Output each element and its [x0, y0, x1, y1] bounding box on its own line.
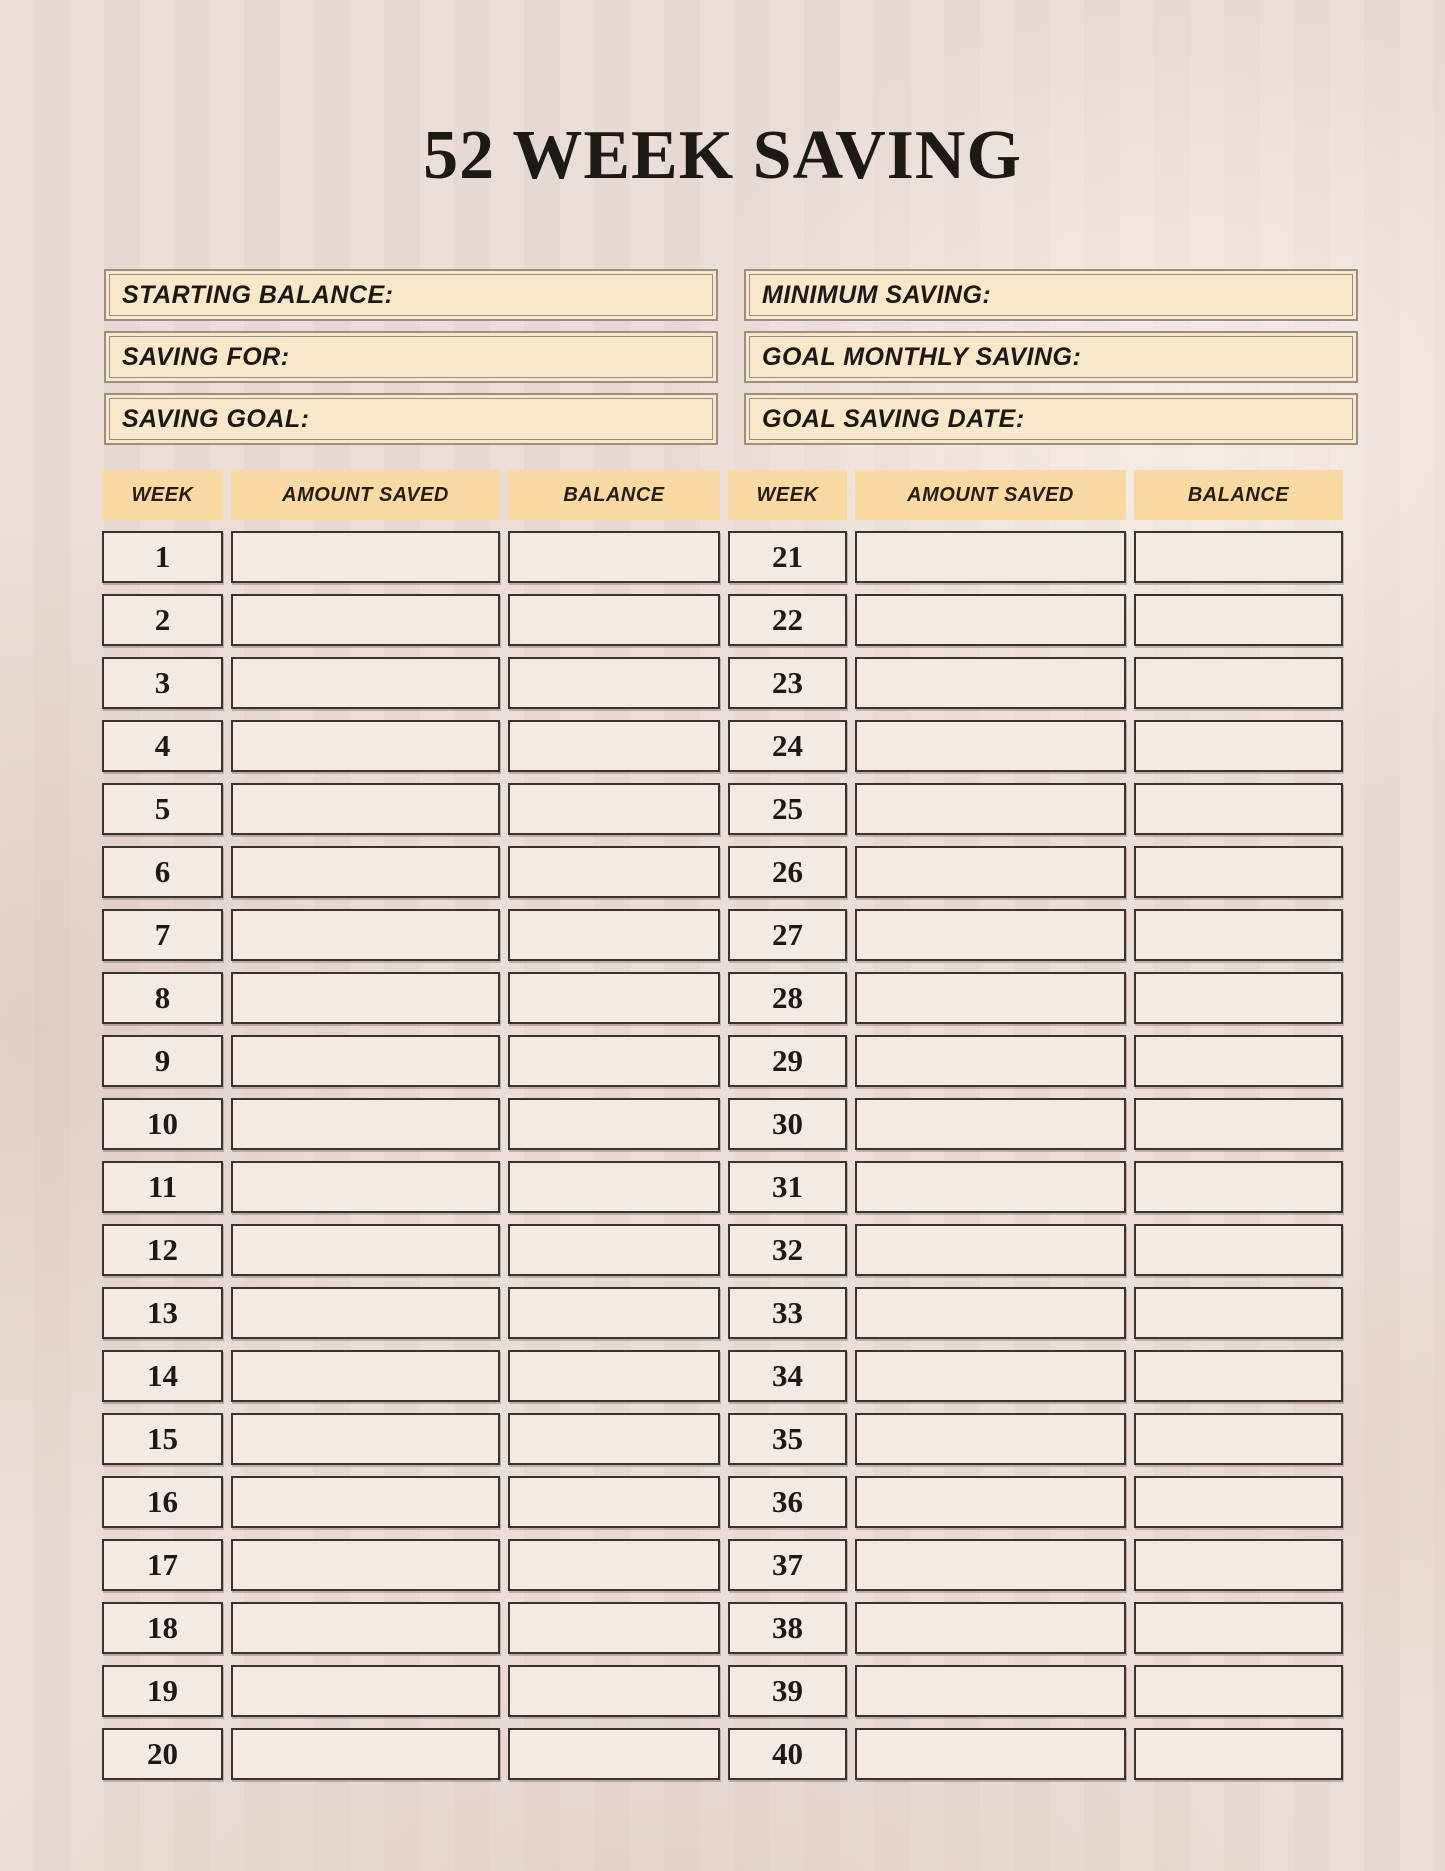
balance-cell[interactable]: [1134, 1602, 1343, 1654]
week-cell: 29: [728, 1035, 847, 1087]
balance-cell[interactable]: [1134, 1098, 1343, 1150]
amount-saved-cell[interactable]: [855, 1287, 1126, 1339]
amount-saved-cell[interactable]: [855, 1413, 1126, 1465]
balance-cell[interactable]: [508, 1539, 720, 1591]
amount-saved-cell[interactable]: [231, 1602, 500, 1654]
balance-cell[interactable]: [1134, 1413, 1343, 1465]
amount-saved-cell[interactable]: [231, 1098, 500, 1150]
amount-saved-cell[interactable]: [231, 1224, 500, 1276]
balance-cell[interactable]: [1134, 1665, 1343, 1717]
week-cell: 37: [728, 1539, 847, 1591]
week-cell: 5: [102, 783, 223, 835]
header-amount-saved: AMOUNT SAVED: [855, 470, 1126, 520]
amount-saved-cell[interactable]: [231, 1413, 500, 1465]
balance-cell[interactable]: [508, 720, 720, 772]
week-cell: 34: [728, 1350, 847, 1402]
amount-saved-cell[interactable]: [231, 846, 500, 898]
balance-cell[interactable]: [508, 1476, 720, 1528]
field-saving-for-label: SAVING FOR:: [122, 342, 290, 371]
field-goal-saving-date-label: GOAL SAVING DATE:: [762, 404, 1025, 433]
header-amount-saved: AMOUNT SAVED: [231, 470, 500, 520]
balance-cell[interactable]: [1134, 1728, 1343, 1780]
amount-saved-cell[interactable]: [855, 909, 1126, 961]
amount-saved-cell[interactable]: [231, 1665, 500, 1717]
week-cell: 12: [102, 1224, 223, 1276]
balance-cell[interactable]: [1134, 909, 1343, 961]
balance-cell[interactable]: [1134, 1287, 1343, 1339]
balance-cell[interactable]: [508, 657, 720, 709]
field-saving-for-value[interactable]: [290, 333, 716, 381]
balance-cell[interactable]: [508, 909, 720, 961]
week-cell: 33: [728, 1287, 847, 1339]
field-saving-for[interactable]: [104, 331, 718, 383]
week-cell: 40: [728, 1728, 847, 1780]
balance-cell[interactable]: [508, 1602, 720, 1654]
balance-cell[interactable]: [1134, 783, 1343, 835]
amount-saved-cell[interactable]: [855, 1665, 1126, 1717]
field-starting-balance-label: STARTING BALANCE:: [122, 280, 394, 309]
week-cell: 11: [102, 1161, 223, 1213]
balance-cell[interactable]: [508, 783, 720, 835]
field-minimum-saving[interactable]: [744, 269, 1358, 321]
amount-saved-cell[interactable]: [231, 594, 500, 646]
header-week: WEEK: [102, 470, 223, 520]
amount-saved-cell[interactable]: [855, 1098, 1126, 1150]
balance-cell[interactable]: [1134, 1350, 1343, 1402]
amount-saved-cell[interactable]: [855, 720, 1126, 772]
amount-saved-cell[interactable]: [231, 1728, 500, 1780]
field-goal-saving-date-value[interactable]: [1025, 395, 1356, 443]
week-cell: 21: [728, 531, 847, 583]
field-goal-monthly-saving-label: GOAL MONTHLY SAVING:: [762, 342, 1082, 371]
week-cell: 25: [728, 783, 847, 835]
info-form-left: [104, 269, 718, 455]
week-cell: 30: [728, 1098, 847, 1150]
field-goal-saving-date[interactable]: [744, 393, 1358, 445]
week-cell: 22: [728, 594, 847, 646]
week-cell: 15: [102, 1413, 223, 1465]
week-cell: 26: [728, 846, 847, 898]
field-goal-monthly-saving-value[interactable]: [1081, 333, 1356, 381]
balance-cell[interactable]: [508, 972, 720, 1024]
amount-saved-cell[interactable]: [231, 783, 500, 835]
week-cell: 24: [728, 720, 847, 772]
week-cell: 31: [728, 1161, 847, 1213]
week-cell: 20: [102, 1728, 223, 1780]
week-cell: 39: [728, 1665, 847, 1717]
amount-saved-cell[interactable]: [231, 972, 500, 1024]
balance-cell[interactable]: [1134, 531, 1343, 583]
balance-cell[interactable]: [1134, 594, 1343, 646]
amount-saved-cell[interactable]: [855, 1224, 1126, 1276]
page-title: 52 WEEK SAVING: [423, 117, 1022, 194]
amount-saved-cell[interactable]: [855, 1350, 1126, 1402]
amount-saved-cell[interactable]: [855, 657, 1126, 709]
week-cell: 4: [102, 720, 223, 772]
week-cell: 16: [102, 1476, 223, 1528]
amount-saved-cell[interactable]: [231, 1287, 500, 1339]
field-starting-balance-value[interactable]: [393, 271, 716, 319]
week-cell: 1: [102, 531, 223, 583]
field-minimum-saving-value[interactable]: [991, 271, 1356, 319]
amount-saved-cell[interactable]: [231, 531, 500, 583]
balance-cell[interactable]: [1134, 1224, 1343, 1276]
header-week: WEEK: [728, 470, 847, 520]
field-saving-goal[interactable]: [104, 393, 718, 445]
week-cell: 14: [102, 1350, 223, 1402]
balance-cell[interactable]: [1134, 657, 1343, 709]
info-form-right: [744, 269, 1358, 455]
field-minimum-saving-label: MINIMUM SAVING:: [762, 280, 992, 309]
amount-saved-cell[interactable]: [855, 1161, 1126, 1213]
week-cell: 23: [728, 657, 847, 709]
balance-cell[interactable]: [508, 846, 720, 898]
balance-cell[interactable]: [508, 1728, 720, 1780]
balance-cell[interactable]: [508, 1224, 720, 1276]
balance-cell[interactable]: [1134, 1476, 1343, 1528]
header-balance: BALANCE: [508, 470, 720, 520]
balance-cell[interactable]: [508, 594, 720, 646]
amount-saved-cell[interactable]: [855, 531, 1126, 583]
amount-saved-cell[interactable]: [231, 1035, 500, 1087]
field-goal-monthly-saving[interactable]: [744, 331, 1358, 383]
amount-saved-cell[interactable]: [855, 1539, 1126, 1591]
amount-saved-cell[interactable]: [231, 720, 500, 772]
balance-cell[interactable]: [508, 1413, 720, 1465]
field-starting-balance[interactable]: [104, 269, 718, 321]
amount-saved-cell[interactable]: [855, 1602, 1126, 1654]
balance-cell[interactable]: [508, 1287, 720, 1339]
balance-cell[interactable]: [508, 1665, 720, 1717]
amount-saved-cell[interactable]: [231, 1476, 500, 1528]
week-cell: 9: [102, 1035, 223, 1087]
field-saving-goal-label: SAVING GOAL:: [122, 404, 310, 433]
balance-cell[interactable]: [1134, 846, 1343, 898]
balance-cell[interactable]: [1134, 1035, 1343, 1087]
balance-cell[interactable]: [508, 1350, 720, 1402]
amount-saved-cell[interactable]: [855, 594, 1126, 646]
week-cell: 27: [728, 909, 847, 961]
amount-saved-cell[interactable]: [855, 1728, 1126, 1780]
balance-cell[interactable]: [508, 1098, 720, 1150]
amount-saved-cell[interactable]: [231, 1350, 500, 1402]
week-cell: 3: [102, 657, 223, 709]
header-balance: BALANCE: [1134, 470, 1343, 520]
amount-saved-cell[interactable]: [855, 846, 1126, 898]
week-cell: 2: [102, 594, 223, 646]
week-cell: 28: [728, 972, 847, 1024]
balance-cell[interactable]: [1134, 1161, 1343, 1213]
balance-cell[interactable]: [508, 1035, 720, 1087]
amount-saved-cell[interactable]: [231, 909, 500, 961]
week-cell: 36: [728, 1476, 847, 1528]
week-cell: 6: [102, 846, 223, 898]
savings-table: [102, 470, 1343, 1780]
amount-saved-cell[interactable]: [855, 1476, 1126, 1528]
week-cell: 18: [102, 1602, 223, 1654]
week-cell: 32: [728, 1224, 847, 1276]
week-cell: 35: [728, 1413, 847, 1465]
week-cell: 38: [728, 1602, 847, 1654]
amount-saved-cell[interactable]: [855, 783, 1126, 835]
field-saving-goal-value[interactable]: [309, 395, 716, 443]
amount-saved-cell[interactable]: [231, 1161, 500, 1213]
balance-cell[interactable]: [1134, 1539, 1343, 1591]
balance-cell[interactable]: [1134, 972, 1343, 1024]
week-cell: 10: [102, 1098, 223, 1150]
amount-saved-cell[interactable]: [231, 657, 500, 709]
balance-cell[interactable]: [508, 531, 720, 583]
amount-saved-cell[interactable]: [855, 1035, 1126, 1087]
week-cell: 8: [102, 972, 223, 1024]
week-cell: 17: [102, 1539, 223, 1591]
week-cell: 19: [102, 1665, 223, 1717]
balance-cell[interactable]: [1134, 720, 1343, 772]
week-cell: 13: [102, 1287, 223, 1339]
amount-saved-cell[interactable]: [855, 972, 1126, 1024]
balance-cell[interactable]: [508, 1161, 720, 1213]
week-cell: 7: [102, 909, 223, 961]
amount-saved-cell[interactable]: [231, 1539, 500, 1591]
